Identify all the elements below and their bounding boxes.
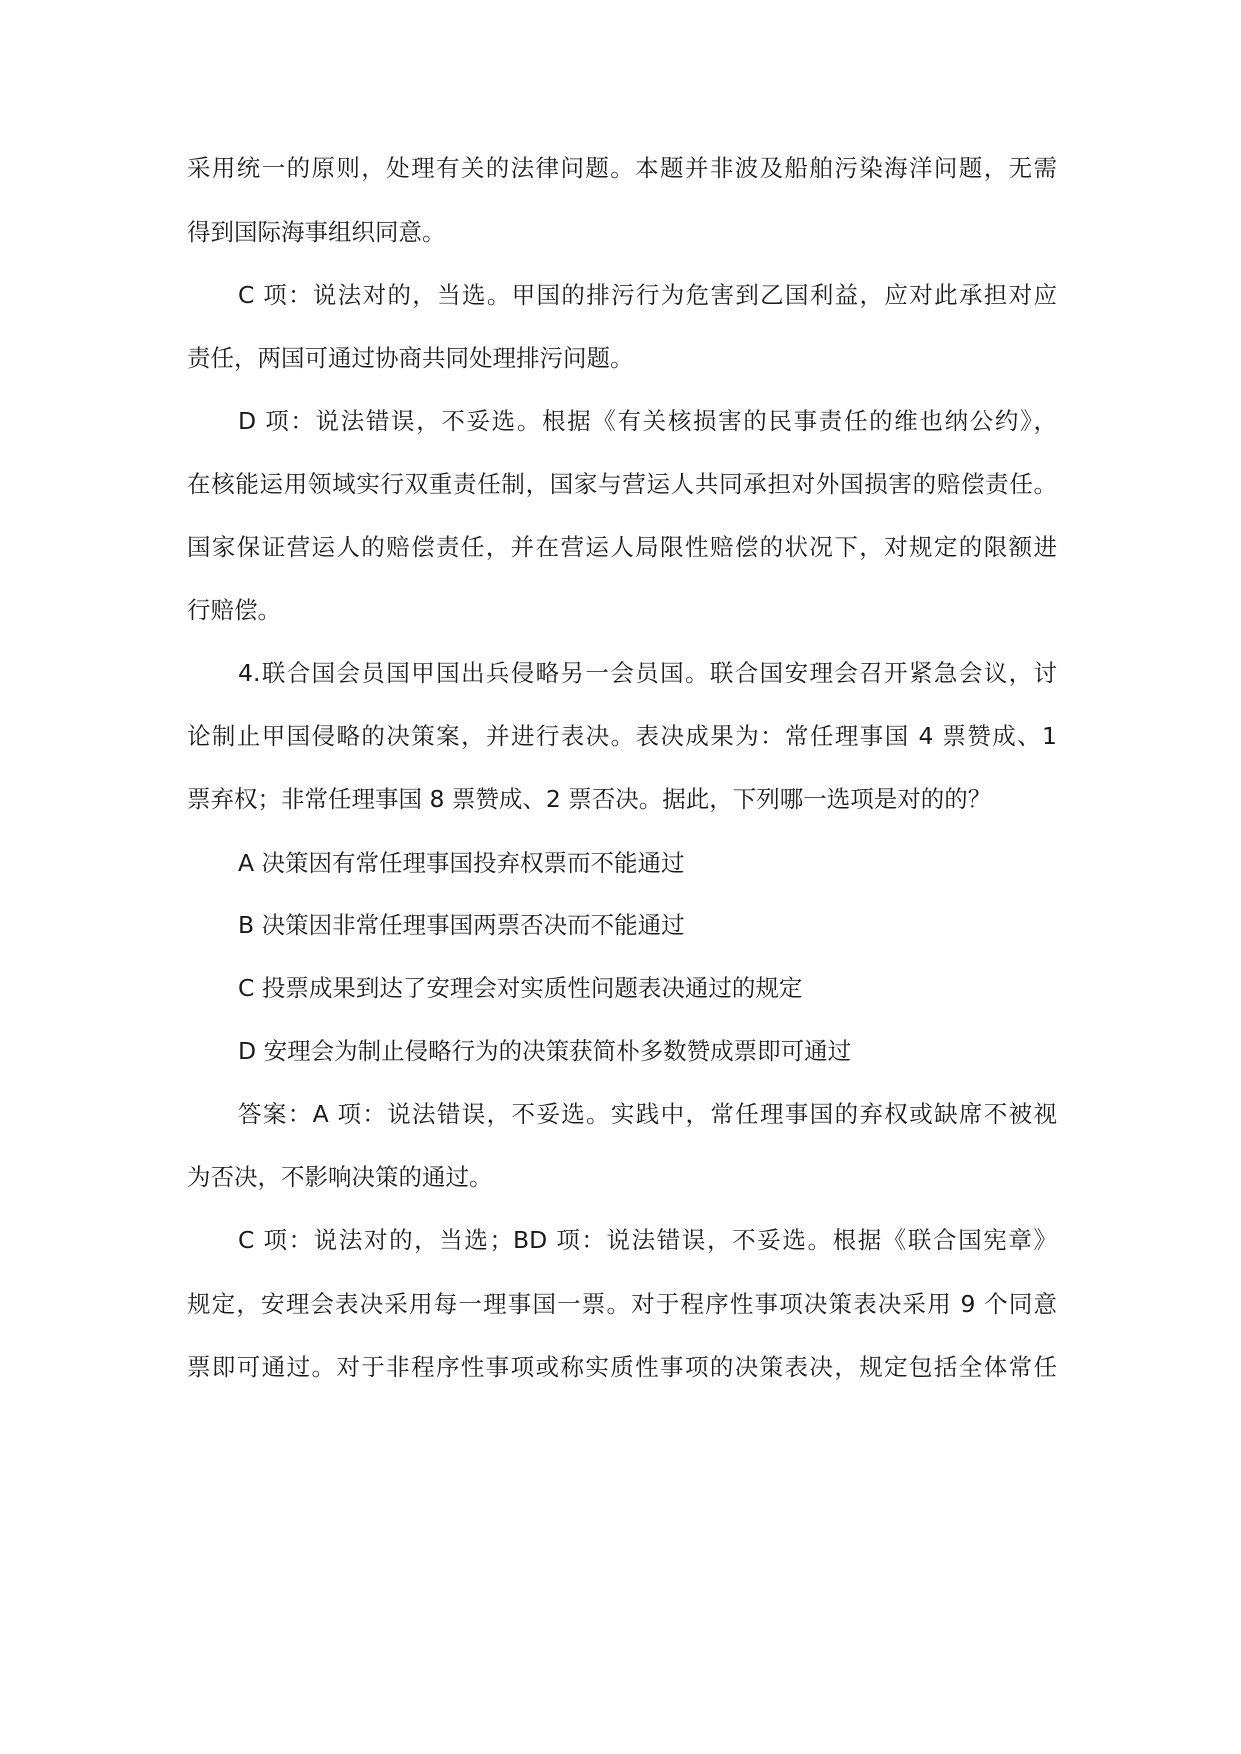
text-line-8: 行赔偿。 [187, 596, 281, 624]
text-line-2: 得到国际海事组织同意。 [187, 218, 446, 246]
text-line-4: 责任，两国可通过协商共同处理排污问题。 [187, 344, 634, 372]
text-line-14: C 投票成果到达了安理会对实质性问题表决通过的规定 [238, 974, 803, 1002]
text-line-5: D 项：说法错误，不妥选。根据《有关核损害的民事责任的维也纳公约》， [238, 407, 1057, 435]
text-line-10: 论制止甲国侵略的决策案，并进行表决。表决成果为：常任理事国 4 票赞成、1 [187, 722, 1057, 750]
text-line-12: A 决策因有常任理事国投弃权票而不能通过 [238, 849, 685, 877]
text-line-6: 在核能运用领域实行双重责任制，国家与营运人共同承担对外国损害的赔偿责任。 [187, 470, 1057, 498]
text-line-3: C 项：说法对的，当选。甲国的排污行为危害到乙国利益，应对此承担对应 [238, 281, 1057, 309]
text-line-15: D 安理会为制止侵略行为的决策获简朴多数赞成票即可通过 [238, 1037, 852, 1065]
text-line-20: 票即可通过。对于非程序性事项或称实质性事项的决策表决，规定包括全体常任 [187, 1353, 1057, 1381]
text-line-16: 答案：A 项：说法错误，不妥选。实践中，常任理事国的弃权或缺席不被视 [238, 1100, 1057, 1128]
text-line-19: 规定，安理会表决采用每一理事国一票。对于程序性事项决策表决采用 9 个同意 [187, 1290, 1057, 1318]
text-line-1: 采用统一的原则，处理有关的法律问题。本题并非波及船舶污染海洋问题，无需 [187, 154, 1057, 182]
text-line-7: 国家保证营运人的赔偿责任，并在营运人局限性赔偿的状况下，对规定的限额进 [187, 533, 1057, 561]
text-line-9: 4.联合国会员国甲国出兵侵略另一会员国。联合国安理会召开紧急会议，讨 [238, 659, 1057, 687]
text-line-18: C 项：说法对的，当选；BD 项：说法错误，不妥选。根据《联合国宪章》 [238, 1226, 1057, 1254]
text-line-13: B 决策因非常任理事国两票否决而不能通过 [238, 911, 685, 939]
text-line-11: 票弃权；非常任理事国 8 票赞成、2 票否决。据此，下列哪一选项是对的的？ [187, 785, 992, 813]
text-line-17: 为否决，不影响决策的通过。 [187, 1163, 493, 1191]
